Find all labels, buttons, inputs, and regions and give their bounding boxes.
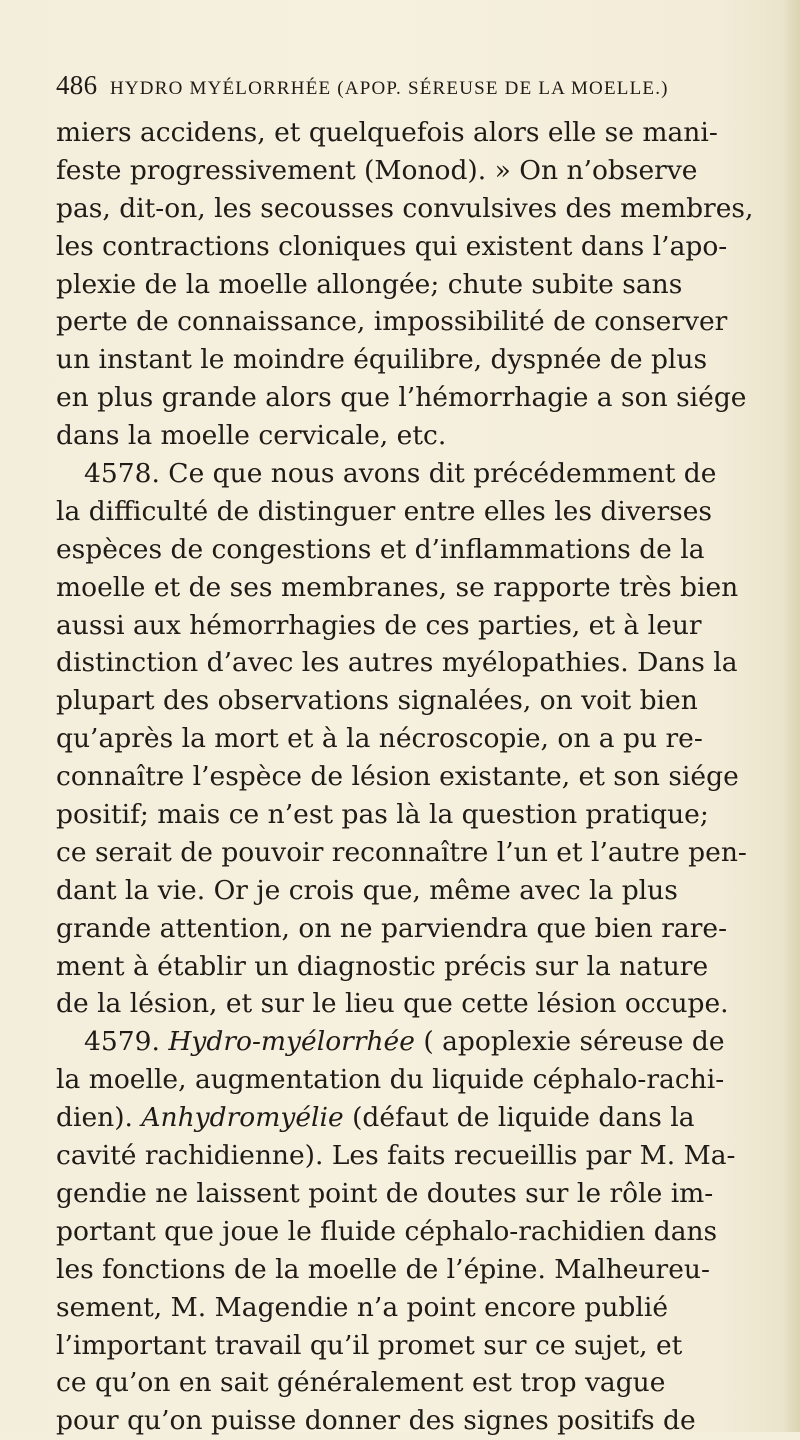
text-line: connaître l’espèce de lésion existante, et son siége (56, 761, 739, 793)
text-line: aussi aux hémorrhagies de ces parties, et à leur (56, 609, 702, 641)
text-line: ment à établir un diagnostic précis sur la nature (56, 950, 709, 982)
text-line: plexie de la moelle allongée; chute subite sans (56, 268, 683, 300)
text-line: qu’après la mort et à la nécroscopie, on a pu re- (56, 723, 703, 755)
text-line: ce qu’on en sait généralement est trop vague (56, 1367, 666, 1399)
running-title: HYDRO MYÉLORRHÉE (APOP. SÉREUSE DE LA MOELLE.) (109, 78, 669, 99)
text-line: grande attention, on ne parviendra que bien rare- (56, 912, 728, 944)
text-line: perte de connaissance, impossibilité de conserver (56, 306, 728, 338)
italic-term: Hydro-myélorrhée (168, 1026, 415, 1058)
page-header (56, 70, 756, 110)
text-line: feste progressivement (Monod). » On n’observe (56, 154, 698, 186)
text-line: les fonctions de la moelle de l’épine. Malheureu- (56, 1253, 710, 1285)
text-line: moelle et de ses membranes, se rapporte très bien (56, 571, 739, 603)
italic-term: Anhydromyélie (141, 1102, 344, 1134)
text-line: gendie ne laissent point de doutes sur le rôle im- (56, 1177, 714, 1209)
paragraph-4579-first-line (56, 1023, 786, 1061)
text-line: ce serait de pouvoir reconnaître l’un et l’autre pen- (56, 836, 747, 868)
text-line: plupart des observations signalées, on voit bien (56, 685, 698, 717)
page-number: 486 (56, 70, 98, 100)
text-line: miers accidens, et quelquefois alors elle se mani- (56, 117, 718, 148)
text-line: dans la moelle cervicale, etc. (56, 420, 447, 452)
text-line: espèces de congestions et d’inflammations de la (56, 533, 705, 565)
text-segment: ( apoplexie séreuse de (423, 1026, 725, 1058)
text-line: de la lésion, et sur le lieu que cette lésion occupe. (56, 988, 729, 1020)
paragraph-number: 4579. (84, 1026, 160, 1058)
text-line: dant la vie. Or je crois que, même avec la plus (56, 874, 678, 906)
text-line: distinction d’avec les autres myélopathies. Dans la (56, 647, 738, 679)
text-line: sement, M. Magendie n’a point encore publié (56, 1291, 669, 1323)
text-segment: (défaut de liquide dans la (352, 1102, 695, 1134)
text-line: en plus grande alors que l’hémorrhagie a son siége (56, 382, 747, 414)
text-line: la moelle, augmentation du liquide céphalo-rachi- (56, 1064, 725, 1096)
text-line: les contractions cloniques qui existent dans l’apo- (56, 230, 728, 262)
text-line: la difficulté de distinguer entre elles les diverses (56, 495, 713, 527)
text-segment: dien). (56, 1102, 133, 1134)
text-line: pour qu’on puisse donner des signes positifs de (56, 1405, 696, 1437)
paragraph-4578-first-line: 4578. Ce que nous avons dit précédemment de (84, 458, 717, 490)
text-line: pas, dit-on, les secousses convulsives des membres, (56, 192, 754, 224)
text-line: portant que joue le fluide céphalo-rachidien dans (56, 1215, 718, 1247)
text-line: positif; mais ce n’est pas là la question pratique; (56, 799, 709, 831)
text-line: l’important travail qu’il promet sur ce sujet, et (56, 1329, 683, 1361)
text-line (56, 1099, 786, 1137)
body-text (56, 114, 786, 1440)
text-line: cavité rachidienne). Les faits recueillis par M. Ma- (56, 1140, 736, 1172)
text-line: un instant le moindre équilibre, dyspnée de plus (56, 344, 708, 376)
